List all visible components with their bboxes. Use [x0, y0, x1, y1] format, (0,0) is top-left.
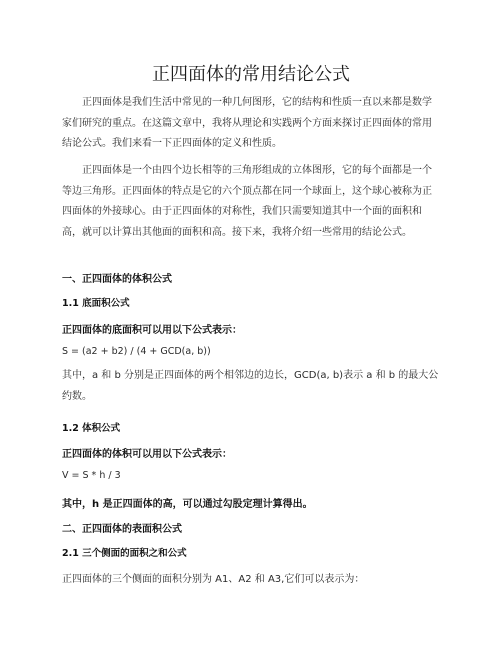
volume-description: 正四面体的体积可以用以下公式表示：	[62, 449, 232, 460]
definition-paragraph: 正四面体是一个由四个边长相等的三角形组成的立体图形，它的每个面都是一个等边三角形。正四面体的特点是它的六个顶点都在同一个球面上，这个球心被称为正四面体的外接球心。由于正四面体的对称性，我们只需要知道其中一个面的面积和高，就可以计算出其他面的面积和高。接下来，我将介绍一些常用的结论公式。	[62, 165, 432, 238]
intro-paragraph: 正四面体是我们生活中常见的一种几何图形，它的结构和性质一直以来都是数学家们研究的重点。在这篇文章中，我将从理论和实践两个方面来探讨正四面体的常用结论公式。我们来看一下正四面体的定义和性质。	[62, 97, 432, 149]
subsection-heading-volume: 1.2 体积公式	[62, 423, 121, 434]
section-heading-volume: 一、正四面体的体积公式	[62, 274, 172, 285]
side-areas-description: 正四面体的三个侧面的面积分别为 A1、A2 和 A3,它们可以表示为：	[62, 574, 365, 585]
volume-formula: V = S * h / 3	[62, 470, 121, 481]
base-area-description: 正四面体的底面积可以用以下公式表示：	[62, 325, 242, 336]
subsection-heading-side-areas: 2.1 三个侧面的面积之和公式	[62, 548, 187, 559]
volume-note: 其中，h 是正四面体的高，可以通过勾股定理计算得出。	[62, 499, 313, 510]
page-title: 正四面体的常用结论公式	[152, 64, 350, 85]
subsection-heading-base-area: 1.1 底面积公式	[62, 298, 130, 309]
section-heading-surface-area: 二、正四面体的表面积公式	[62, 524, 182, 535]
base-area-note: 其中，a 和 b 分别是正四面体的两个相邻边的边长，GCD(a, b)表示 a 和 b 的最大公约数。	[62, 370, 439, 402]
base-area-formula: S = (a2 + b2) / (4 + GCD(a, b))	[62, 346, 211, 357]
